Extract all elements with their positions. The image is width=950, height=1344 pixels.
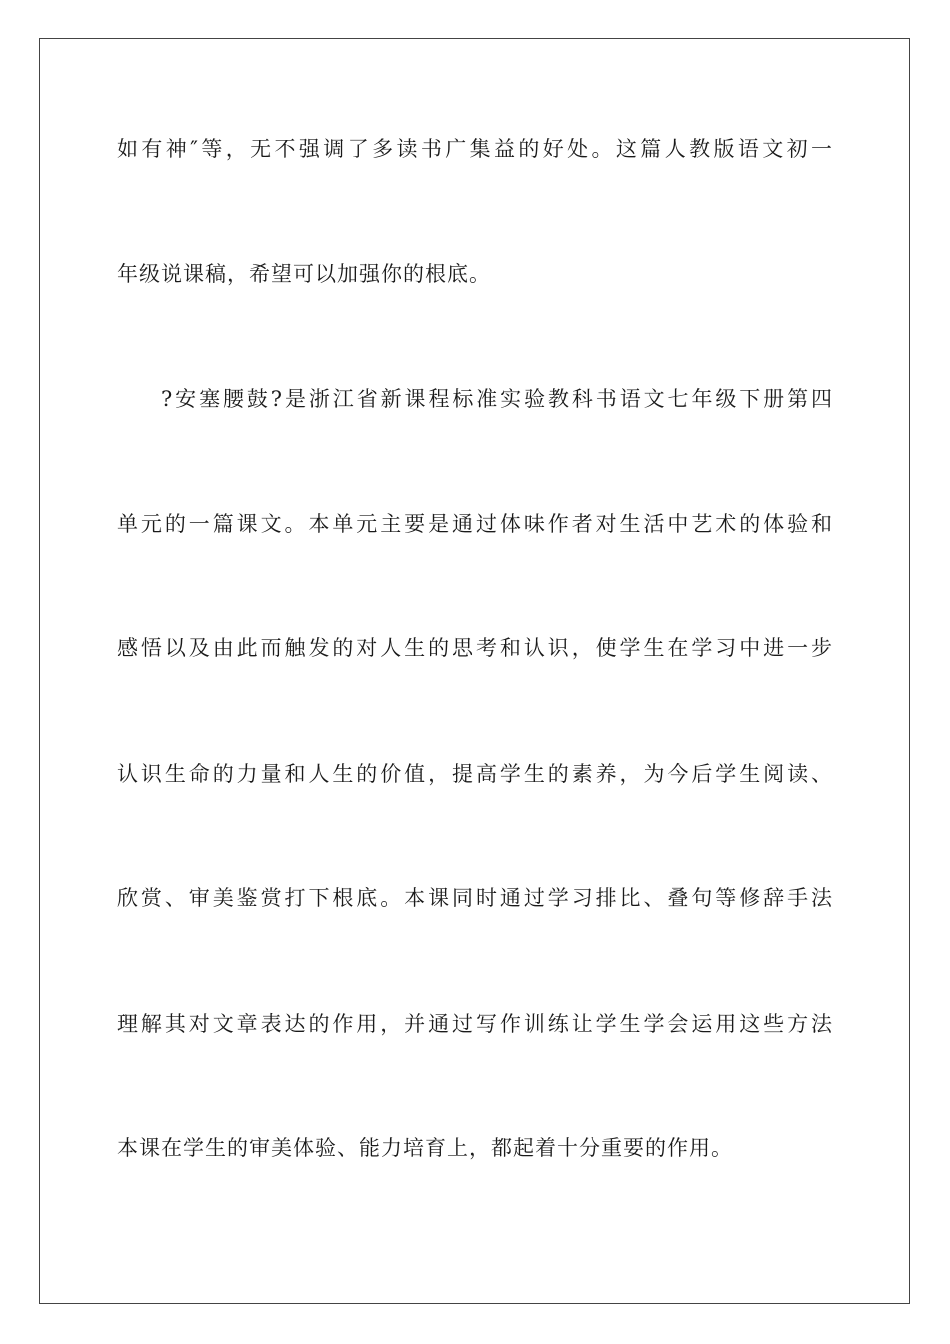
text-line-4: 单元的一篇课文。本单元主要是通过体味作者对生活中艺术的体验和	[117, 512, 833, 536]
page-border	[39, 38, 910, 1304]
text-line-9: 本课在学生的审美体验、能力培育上，都起着十分重要的作用。	[117, 1136, 733, 1160]
paragraph-start-line: ?安塞腰鼓?是浙江省新课程标准实验教科书语文七年级下册第四	[161, 387, 833, 411]
text-line-2: 年级说课稿，希望可以加强你的根底。	[117, 262, 491, 286]
text-line-1: 如有神″等，无不强调了多读书广集益的好处。这篇人教版语文初一	[117, 137, 833, 161]
text-line-6: 认识生命的力量和人生的价值，提高学生的素养，为今后学生阅读、	[117, 762, 833, 786]
text-line-7: 欣赏、审美鉴赏打下根底。本课同时通过学习排比、叠句等修辞手法	[117, 886, 833, 910]
text-line-5: 感悟以及由此而触发的对人生的思考和认识，使学生在学习中进一步	[117, 636, 833, 660]
text-line-8: 理解其对文章表达的作用，并通过写作训练让学生学会运用这些方法	[117, 1012, 833, 1036]
